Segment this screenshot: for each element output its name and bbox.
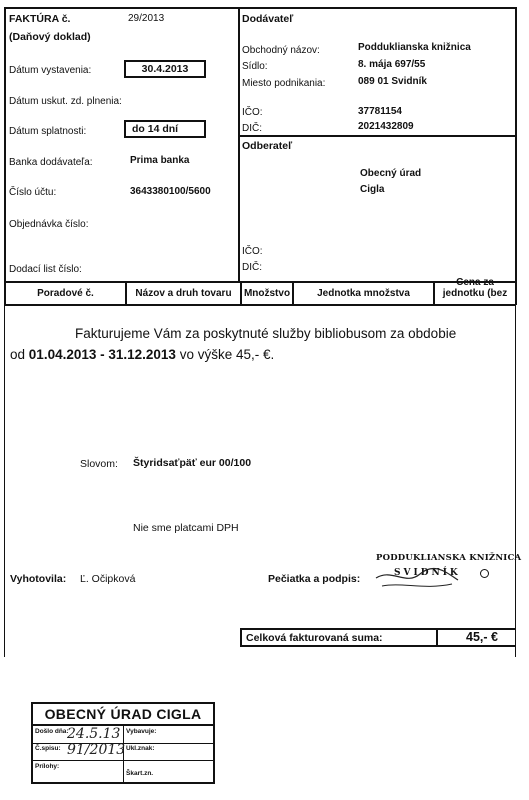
received-date: 24.5.13: [67, 726, 121, 742]
issue-date-label: Dátum vystavenia:: [9, 65, 92, 76]
due-date-label: Dátum splatnosti:: [9, 126, 87, 137]
customer-heading: Odberateľ: [242, 140, 293, 152]
delivery-label: Dodací list číslo:: [9, 264, 82, 275]
supplier-place-label: Miesto podnikania:: [242, 78, 326, 89]
invoice-subtitle: (Daňový doklad): [9, 31, 91, 43]
attachments-label: Prílohy:: [35, 763, 60, 770]
issue-date-value: 30.4.2013: [141, 63, 189, 75]
supplier-ico-label: IČO:: [242, 107, 263, 118]
supplier-seat: 8. mája 697/55: [358, 59, 426, 70]
due-date-value: do 14 dní: [132, 123, 179, 135]
supplier-stamp-text: PODDUKLIANSKA KNIŽNICA: [376, 553, 522, 563]
supplier-seat-label: Sídlo:: [242, 61, 268, 72]
supplier-dic-label: DIČ:: [242, 123, 262, 134]
file-label: Č.spisu:: [35, 745, 61, 752]
col-unit-price: Cena za jednotku (bez: [442, 277, 508, 299]
body-line-2: [10, 347, 274, 362]
stamp-circle-icon: [480, 569, 489, 578]
issue-date-box: [124, 60, 206, 78]
bank-value: Prima banka: [130, 155, 190, 166]
words-label: Slovom:: [80, 458, 118, 470]
vat-note: Nie sme platcami DPH: [133, 522, 239, 534]
supplier-heading: Dodávateľ: [242, 13, 294, 25]
registry-stamp-title: OBECNÝ ÚRAD CIGLA: [44, 706, 202, 722]
bank-label: Banka dodávateľa:: [9, 157, 93, 168]
customer-city: Cigla: [360, 184, 385, 195]
words-value: Štyridsaťpäť eur 00/100: [133, 457, 252, 469]
handled-label: Vybavuje:: [126, 728, 157, 735]
total-label: Celková fakturovaná suma:: [246, 632, 383, 644]
customer-name: Obecný úrad: [360, 168, 422, 179]
customer-ico-label: IČO:: [242, 246, 263, 257]
supplier-dic: 2021432809: [358, 121, 414, 132]
col-item-name: Názov a druh tovaru: [135, 287, 232, 299]
body-line-1: Fakturujeme Vám za poskytnuté služby bibliobusom za obdobie: [75, 326, 457, 341]
account-value: 3643380100/5600: [130, 186, 211, 197]
supplier-place: 089 01 Svidník: [358, 76, 427, 87]
customer-dic-label: DIČ:: [242, 262, 262, 273]
total-value: 45,- €: [466, 630, 498, 644]
registry-stamp-header: [33, 704, 213, 726]
supplier-name: Podduklianska knižnica: [358, 42, 471, 53]
issued-by-label: Vyhotovila:: [10, 573, 67, 585]
invoice-title: FAKTÚRA č.: [9, 13, 71, 25]
col-quantity: Množstvo: [243, 287, 291, 299]
stamp-label: Pečiatka a podpis:: [268, 573, 361, 585]
issued-by-value: Ľ. Očipková: [80, 573, 136, 585]
supplier-stamp-city: SVIDNÍK: [394, 568, 461, 578]
shred-label: Škart.zn.: [126, 770, 154, 777]
storage-label: Ukl.znak:: [126, 745, 155, 752]
file-number: 91/2013: [67, 742, 126, 758]
invoice-number: 29/2013: [128, 13, 165, 24]
supply-date-label: Dátum uskut. zd. plnenia:: [9, 96, 122, 107]
col-order-number: Poradové č.: [37, 287, 94, 299]
body-line-2-prefix: od: [10, 347, 26, 362]
registry-stamp: [31, 702, 215, 784]
col-unit: Jednotka množstva: [317, 287, 410, 299]
due-date-box: [124, 120, 206, 138]
signature-icon: [372, 560, 462, 600]
received-label: Došlo dňa:: [35, 728, 69, 735]
order-label: Objednávka číslo:: [9, 219, 89, 230]
supplier-name-label: Obchodný názov:: [242, 45, 320, 56]
supplier-ico: 37781154: [358, 106, 402, 117]
body-line-2-suffix: vo výške 45,- €.: [179, 347, 275, 362]
body-period: 01.04.2013 - 31.12.2013: [28, 347, 176, 362]
account-label: Číslo účtu:: [9, 187, 57, 198]
